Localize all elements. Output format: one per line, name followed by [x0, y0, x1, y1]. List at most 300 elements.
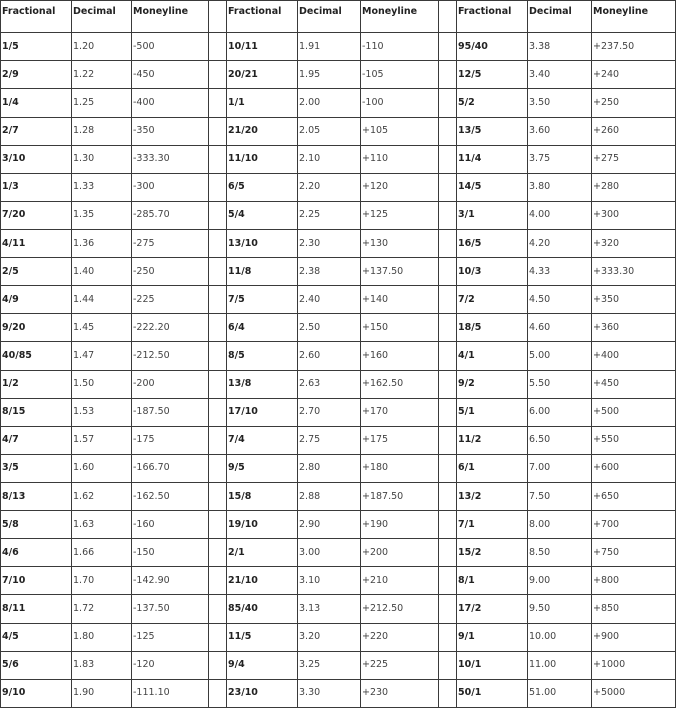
decimal-cell: 4.33: [528, 258, 592, 286]
moneyline-cell: -350: [132, 117, 209, 145]
column-group-divider: [439, 342, 457, 370]
fractional-cell: 1/4: [1, 89, 72, 117]
table-row: [1, 567, 676, 595]
column-group-divider: [439, 314, 457, 342]
fractional-cell: 8/13: [1, 483, 72, 511]
decimal-cell: 3.80: [528, 173, 592, 201]
decimal-cell: 9.00: [528, 567, 592, 595]
moneyline-cell: +212.50: [361, 595, 439, 623]
column-group-divider: [209, 342, 227, 370]
decimal-cell: 1.28: [72, 117, 132, 145]
column-group-divider: [439, 679, 457, 707]
table-row: [1, 426, 676, 454]
decimal-cell: 5.50: [528, 370, 592, 398]
decimal-cell: 2.20: [298, 173, 361, 201]
moneyline-column-header: Moneyline: [361, 1, 439, 33]
fractional-cell: 21/10: [227, 567, 298, 595]
moneyline-cell: +500: [592, 398, 676, 426]
table-row: [1, 314, 676, 342]
decimal-cell: 2.30: [298, 230, 361, 258]
column-group-divider: [209, 145, 227, 173]
fractional-cell: 3/1: [457, 201, 528, 229]
moneyline-cell: -200: [132, 370, 209, 398]
decimal-cell: 2.40: [298, 286, 361, 314]
column-group-divider: [439, 595, 457, 623]
moneyline-column-header: Moneyline: [132, 1, 209, 33]
column-group-divider: [209, 286, 227, 314]
fractional-cell: 6/4: [227, 314, 298, 342]
moneyline-cell: -162.50: [132, 483, 209, 511]
fractional-cell: 13/2: [457, 483, 528, 511]
fractional-cell: 1/1: [227, 89, 298, 117]
fractional-cell: 4/7: [1, 426, 72, 454]
table-row: [1, 511, 676, 539]
moneyline-cell: -275: [132, 230, 209, 258]
moneyline-cell: +240: [592, 61, 676, 89]
fractional-cell: 9/1: [457, 623, 528, 651]
moneyline-cell: -212.50: [132, 342, 209, 370]
decimal-cell: 1.35: [72, 201, 132, 229]
column-group-divider: [439, 483, 457, 511]
table-row: [1, 595, 676, 623]
decimal-cell: 2.50: [298, 314, 361, 342]
moneyline-cell: +600: [592, 454, 676, 482]
decimal-cell: 2.05: [298, 117, 361, 145]
fractional-cell: 11/8: [227, 258, 298, 286]
fractional-column-header: Fractional: [1, 1, 72, 33]
decimal-cell: 1.30: [72, 145, 132, 173]
decimal-cell: 3.30: [298, 679, 361, 707]
fractional-cell: 7/20: [1, 201, 72, 229]
column-group-divider: [209, 89, 227, 117]
moneyline-cell: +250: [592, 89, 676, 117]
column-group-divider: [439, 230, 457, 258]
table-row: [1, 623, 676, 651]
fractional-cell: 8/11: [1, 595, 72, 623]
fractional-cell: 6/1: [457, 454, 528, 482]
decimal-cell: 1.45: [72, 314, 132, 342]
decimal-cell: 4.60: [528, 314, 592, 342]
fractional-cell: 19/10: [227, 511, 298, 539]
decimal-cell: 3.00: [298, 539, 361, 567]
column-group-divider: [209, 595, 227, 623]
decimal-cell: 1.66: [72, 539, 132, 567]
fractional-cell: 5/1: [457, 398, 528, 426]
decimal-cell: 1.20: [72, 33, 132, 61]
moneyline-cell: -285.70: [132, 201, 209, 229]
fractional-column-header: Fractional: [457, 1, 528, 33]
decimal-cell: 2.25: [298, 201, 361, 229]
column-group-divider: [209, 230, 227, 258]
fractional-cell: 13/5: [457, 117, 528, 145]
fractional-cell: 2/9: [1, 61, 72, 89]
fractional-cell: 13/8: [227, 370, 298, 398]
moneyline-cell: +125: [361, 201, 439, 229]
fractional-cell: 7/4: [227, 426, 298, 454]
column-group-divider: [439, 370, 457, 398]
moneyline-cell: +800: [592, 567, 676, 595]
moneyline-cell: -110: [361, 33, 439, 61]
decimal-cell: 1.44: [72, 286, 132, 314]
decimal-cell: 2.80: [298, 454, 361, 482]
moneyline-cell: +550: [592, 426, 676, 454]
fractional-cell: 6/5: [227, 173, 298, 201]
fractional-cell: 12/5: [457, 61, 528, 89]
fractional-cell: 16/5: [457, 230, 528, 258]
column-group-divider: [439, 33, 457, 61]
fractional-cell: 10/1: [457, 651, 528, 679]
decimal-column-header: Decimal: [528, 1, 592, 33]
decimal-cell: 1.36: [72, 230, 132, 258]
moneyline-cell: -111.10: [132, 679, 209, 707]
moneyline-cell: +230: [361, 679, 439, 707]
table-row: [1, 398, 676, 426]
moneyline-cell: -160: [132, 511, 209, 539]
moneyline-cell: -150: [132, 539, 209, 567]
decimal-cell: 1.72: [72, 595, 132, 623]
decimal-cell: 1.25: [72, 89, 132, 117]
decimal-cell: 2.75: [298, 426, 361, 454]
moneyline-cell: -333.30: [132, 145, 209, 173]
column-group-divider: [209, 539, 227, 567]
decimal-cell: 4.20: [528, 230, 592, 258]
table-row: [1, 117, 676, 145]
fractional-cell: 21/20: [227, 117, 298, 145]
moneyline-cell: +650: [592, 483, 676, 511]
moneyline-cell: +220: [361, 623, 439, 651]
column-group-divider: [439, 145, 457, 173]
column-group-divider: [439, 623, 457, 651]
decimal-cell: 10.00: [528, 623, 592, 651]
fractional-cell: 9/4: [227, 651, 298, 679]
moneyline-cell: +333.30: [592, 258, 676, 286]
decimal-cell: 2.70: [298, 398, 361, 426]
moneyline-cell: +450: [592, 370, 676, 398]
moneyline-cell: +750: [592, 539, 676, 567]
fractional-cell: 4/11: [1, 230, 72, 258]
fractional-cell: 9/20: [1, 314, 72, 342]
fractional-cell: 9/5: [227, 454, 298, 482]
fractional-cell: 7/1: [457, 511, 528, 539]
fractional-cell: 4/6: [1, 539, 72, 567]
fractional-cell: 1/2: [1, 370, 72, 398]
fractional-column-header: Fractional: [227, 1, 298, 33]
decimal-cell: 1.95: [298, 61, 361, 89]
header-row: [1, 1, 676, 33]
decimal-cell: 7.00: [528, 454, 592, 482]
moneyline-cell: -250: [132, 258, 209, 286]
fractional-cell: 17/2: [457, 595, 528, 623]
column-group-divider: [209, 201, 227, 229]
moneyline-cell: +700: [592, 511, 676, 539]
table-row: [1, 230, 676, 258]
column-group-divider: [439, 567, 457, 595]
column-group-divider: [209, 426, 227, 454]
decimal-cell: 3.40: [528, 61, 592, 89]
fractional-cell: 17/10: [227, 398, 298, 426]
decimal-cell: 3.13: [298, 595, 361, 623]
fractional-cell: 7/10: [1, 567, 72, 595]
table-row: [1, 370, 676, 398]
moneyline-cell: +850: [592, 595, 676, 623]
fractional-cell: 5/8: [1, 511, 72, 539]
decimal-cell: 2.10: [298, 145, 361, 173]
column-group-divider: [439, 286, 457, 314]
column-group-divider: [209, 651, 227, 679]
fractional-cell: 2/1: [227, 539, 298, 567]
fractional-cell: 40/85: [1, 342, 72, 370]
fractional-cell: 3/10: [1, 145, 72, 173]
moneyline-cell: -187.50: [132, 398, 209, 426]
moneyline-cell: +260: [592, 117, 676, 145]
moneyline-cell: +162.50: [361, 370, 439, 398]
decimal-cell: 1.53: [72, 398, 132, 426]
moneyline-cell: -120: [132, 651, 209, 679]
moneyline-cell: +350: [592, 286, 676, 314]
decimal-cell: 8.50: [528, 539, 592, 567]
moneyline-cell: +160: [361, 342, 439, 370]
moneyline-cell: +150: [361, 314, 439, 342]
decimal-cell: 3.10: [298, 567, 361, 595]
decimal-cell: 4.00: [528, 201, 592, 229]
decimal-cell: 2.63: [298, 370, 361, 398]
moneyline-cell: -500: [132, 33, 209, 61]
decimal-cell: 3.20: [298, 623, 361, 651]
moneyline-cell: +140: [361, 286, 439, 314]
moneyline-cell: -125: [132, 623, 209, 651]
fractional-cell: 5/2: [457, 89, 528, 117]
moneyline-cell: +320: [592, 230, 676, 258]
decimal-cell: 1.60: [72, 454, 132, 482]
moneyline-cell: +175: [361, 426, 439, 454]
decimal-cell: 2.88: [298, 483, 361, 511]
table-row: [1, 539, 676, 567]
moneyline-cell: +120: [361, 173, 439, 201]
column-group-divider: [439, 1, 457, 33]
fractional-cell: 3/5: [1, 454, 72, 482]
fractional-cell: 18/5: [457, 314, 528, 342]
decimal-cell: 2.00: [298, 89, 361, 117]
table-row: [1, 454, 676, 482]
column-group-divider: [209, 454, 227, 482]
fractional-cell: 9/2: [457, 370, 528, 398]
fractional-cell: 20/21: [227, 61, 298, 89]
table-row: [1, 286, 676, 314]
moneyline-cell: -137.50: [132, 595, 209, 623]
table-row: [1, 483, 676, 511]
fractional-cell: 14/5: [457, 173, 528, 201]
moneyline-cell: +180: [361, 454, 439, 482]
column-group-divider: [439, 61, 457, 89]
moneyline-cell: +1000: [592, 651, 676, 679]
moneyline-cell: +225: [361, 651, 439, 679]
column-group-divider: [209, 398, 227, 426]
decimal-cell: 5.00: [528, 342, 592, 370]
column-group-divider: [209, 314, 227, 342]
fractional-cell: 10/11: [227, 33, 298, 61]
decimal-cell: 1.33: [72, 173, 132, 201]
column-group-divider: [209, 61, 227, 89]
column-group-divider: [439, 454, 457, 482]
decimal-cell: 3.25: [298, 651, 361, 679]
moneyline-cell: -166.70: [132, 454, 209, 482]
table-row: [1, 201, 676, 229]
fractional-cell: 8/15: [1, 398, 72, 426]
decimal-cell: 6.50: [528, 426, 592, 454]
decimal-cell: 11.00: [528, 651, 592, 679]
fractional-cell: 23/10: [227, 679, 298, 707]
column-group-divider: [439, 89, 457, 117]
column-group-divider: [439, 398, 457, 426]
column-group-divider: [439, 651, 457, 679]
decimal-cell: 2.60: [298, 342, 361, 370]
moneyline-cell: +360: [592, 314, 676, 342]
moneyline-cell: -105: [361, 61, 439, 89]
column-group-divider: [439, 173, 457, 201]
column-group-divider: [209, 623, 227, 651]
table-row: [1, 679, 676, 707]
decimal-cell: 1.70: [72, 567, 132, 595]
column-group-divider: [439, 117, 457, 145]
decimal-cell: 3.38: [528, 33, 592, 61]
column-group-divider: [439, 511, 457, 539]
fractional-cell: 95/40: [457, 33, 528, 61]
fractional-cell: 9/10: [1, 679, 72, 707]
table-row: [1, 342, 676, 370]
moneyline-cell: +105: [361, 117, 439, 145]
decimal-cell: 6.00: [528, 398, 592, 426]
table-row: [1, 89, 676, 117]
moneyline-cell: +237.50: [592, 33, 676, 61]
column-group-divider: [209, 117, 227, 145]
decimal-cell: 1.40: [72, 258, 132, 286]
column-group-divider: [209, 173, 227, 201]
table-row: [1, 33, 676, 61]
column-group-divider: [209, 483, 227, 511]
column-group-divider: [439, 426, 457, 454]
table-row: [1, 173, 676, 201]
decimal-cell: 1.62: [72, 483, 132, 511]
moneyline-cell: +110: [361, 145, 439, 173]
decimal-cell: 4.50: [528, 286, 592, 314]
decimal-cell: 1.57: [72, 426, 132, 454]
column-group-divider: [439, 201, 457, 229]
fractional-cell: 4/9: [1, 286, 72, 314]
moneyline-cell: +300: [592, 201, 676, 229]
fractional-cell: 11/4: [457, 145, 528, 173]
moneyline-cell: -400: [132, 89, 209, 117]
decimal-cell: 7.50: [528, 483, 592, 511]
moneyline-cell: +137.50: [361, 258, 439, 286]
decimal-cell: 1.22: [72, 61, 132, 89]
decimal-cell: 8.00: [528, 511, 592, 539]
fractional-cell: 15/8: [227, 483, 298, 511]
fractional-cell: 4/1: [457, 342, 528, 370]
fractional-cell: 8/1: [457, 567, 528, 595]
moneyline-cell: +200: [361, 539, 439, 567]
decimal-cell: 2.38: [298, 258, 361, 286]
decimal-cell: 1.47: [72, 342, 132, 370]
fractional-cell: 50/1: [457, 679, 528, 707]
decimal-cell: 51.00: [528, 679, 592, 707]
fractional-cell: 11/2: [457, 426, 528, 454]
table-row: [1, 61, 676, 89]
decimal-cell: 9.50: [528, 595, 592, 623]
fractional-cell: 2/5: [1, 258, 72, 286]
moneyline-column-header: Moneyline: [592, 1, 676, 33]
column-group-divider: [209, 679, 227, 707]
column-group-divider: [209, 567, 227, 595]
fractional-cell: 13/10: [227, 230, 298, 258]
column-group-divider: [209, 33, 227, 61]
decimal-column-header: Decimal: [72, 1, 132, 33]
moneyline-cell: +400: [592, 342, 676, 370]
decimal-cell: 3.60: [528, 117, 592, 145]
fractional-cell: 8/5: [227, 342, 298, 370]
decimal-cell: 1.50: [72, 370, 132, 398]
moneyline-cell: +187.50: [361, 483, 439, 511]
fractional-cell: 5/6: [1, 651, 72, 679]
column-group-divider: [209, 258, 227, 286]
decimal-cell: 3.50: [528, 89, 592, 117]
table-row: [1, 145, 676, 173]
fractional-cell: 10/3: [457, 258, 528, 286]
decimal-cell: 3.75: [528, 145, 592, 173]
moneyline-cell: +170: [361, 398, 439, 426]
moneyline-cell: +130: [361, 230, 439, 258]
decimal-cell: 1.63: [72, 511, 132, 539]
decimal-cell: 1.90: [72, 679, 132, 707]
moneyline-cell: -300: [132, 173, 209, 201]
moneyline-cell: +5000: [592, 679, 676, 707]
table-row: [1, 651, 676, 679]
column-group-divider: [439, 539, 457, 567]
moneyline-cell: +190: [361, 511, 439, 539]
moneyline-cell: -142.90: [132, 567, 209, 595]
decimal-cell: 1.80: [72, 623, 132, 651]
moneyline-cell: -175: [132, 426, 209, 454]
decimal-column-header: Decimal: [298, 1, 361, 33]
fractional-cell: 4/5: [1, 623, 72, 651]
moneyline-cell: +210: [361, 567, 439, 595]
decimal-cell: 2.90: [298, 511, 361, 539]
moneyline-cell: +900: [592, 623, 676, 651]
decimal-cell: 1.91: [298, 33, 361, 61]
moneyline-cell: -450: [132, 61, 209, 89]
fractional-cell: 85/40: [227, 595, 298, 623]
column-group-divider: [209, 1, 227, 33]
decimal-cell: 1.83: [72, 651, 132, 679]
moneyline-cell: +280: [592, 173, 676, 201]
fractional-cell: 7/5: [227, 286, 298, 314]
fractional-cell: 1/3: [1, 173, 72, 201]
table-row: [1, 258, 676, 286]
moneyline-cell: -225: [132, 286, 209, 314]
fractional-cell: 2/7: [1, 117, 72, 145]
moneyline-cell: -222.20: [132, 314, 209, 342]
column-group-divider: [439, 258, 457, 286]
moneyline-cell: -100: [361, 89, 439, 117]
fractional-cell: 15/2: [457, 539, 528, 567]
fractional-cell: 7/2: [457, 286, 528, 314]
fractional-cell: 11/10: [227, 145, 298, 173]
fractional-cell: 1/5: [1, 33, 72, 61]
column-group-divider: [209, 511, 227, 539]
fractional-cell: 5/4: [227, 201, 298, 229]
column-group-divider: [209, 370, 227, 398]
fractional-cell: 11/5: [227, 623, 298, 651]
moneyline-cell: +275: [592, 145, 676, 173]
